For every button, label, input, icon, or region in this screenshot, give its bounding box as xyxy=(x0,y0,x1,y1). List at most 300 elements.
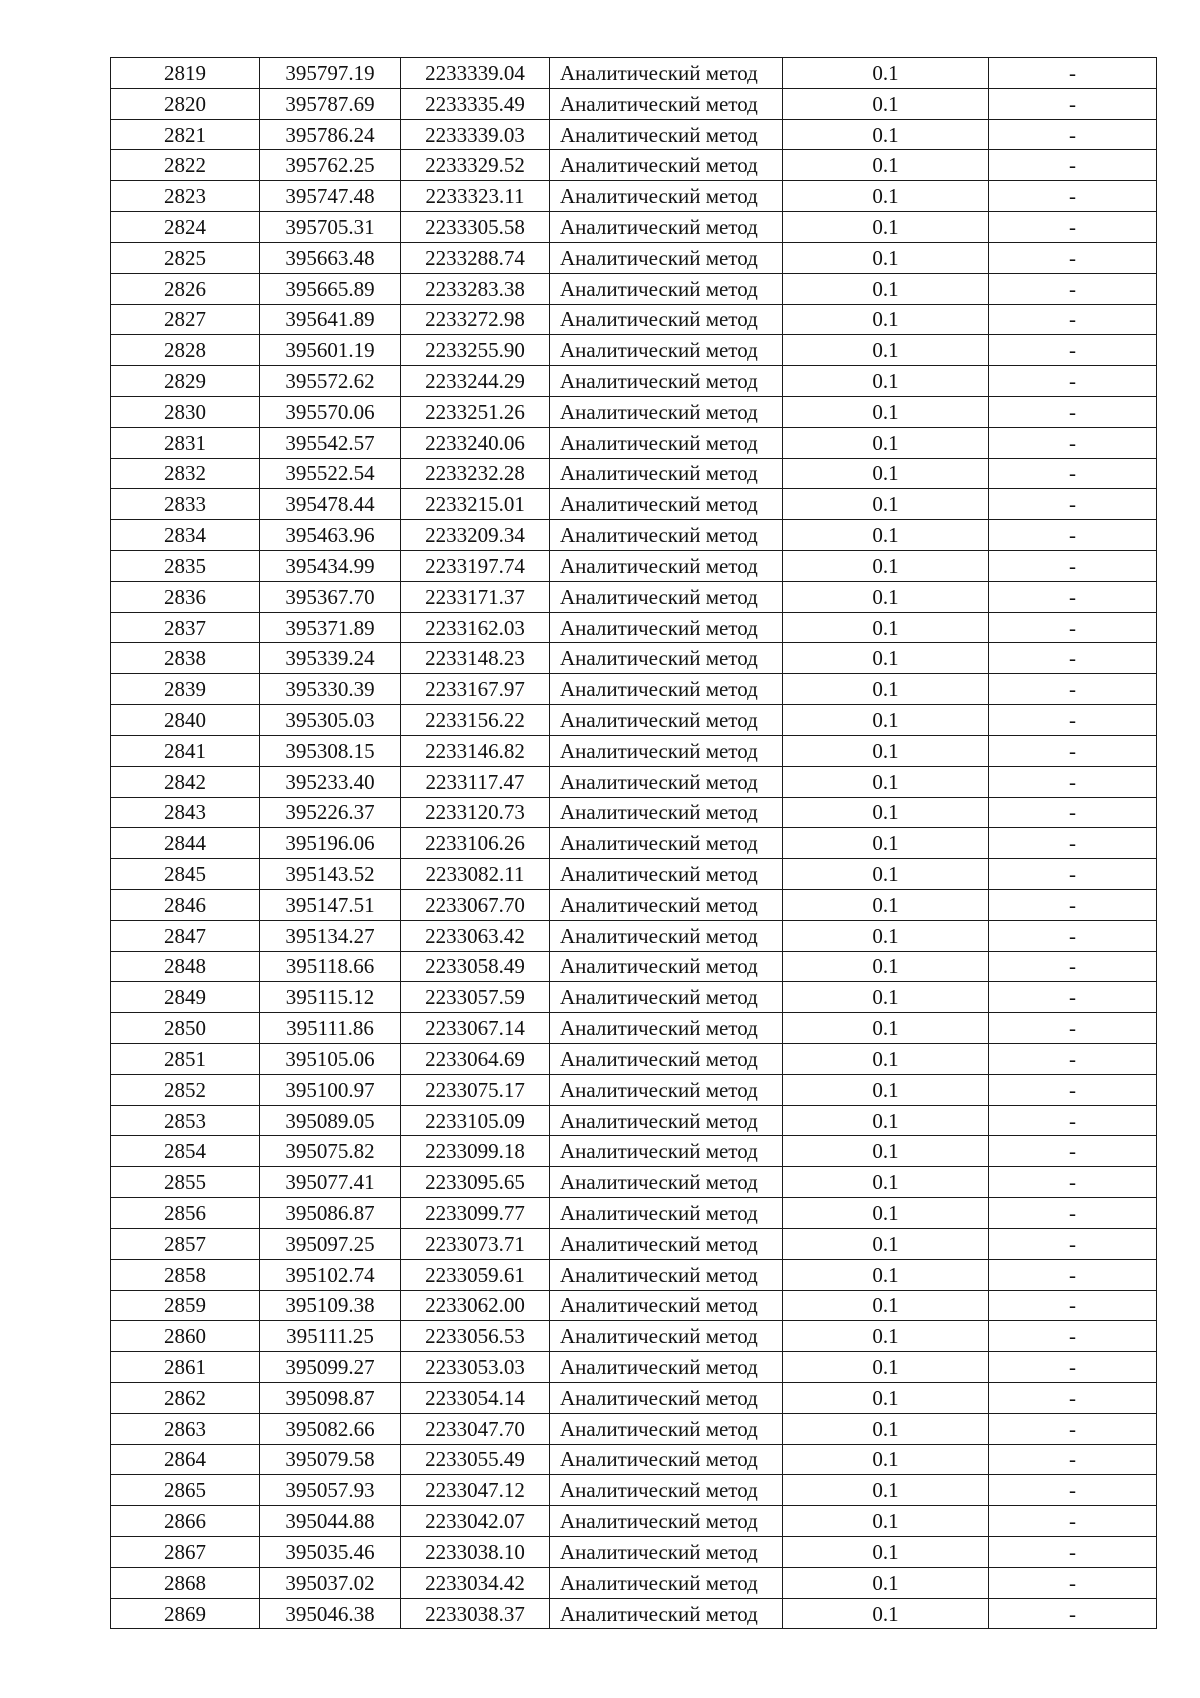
method-cell: Аналитический метод xyxy=(550,1567,783,1598)
note-cell: - xyxy=(989,1506,1157,1537)
y-coordinate-cell: 2233171.37 xyxy=(401,581,550,612)
x-coordinate-cell: 395118.66 xyxy=(260,951,401,982)
accuracy-cell: 0.1 xyxy=(783,427,989,458)
point-number-cell: 2835 xyxy=(111,551,260,582)
table-row xyxy=(111,396,1157,427)
x-coordinate-cell: 395097.25 xyxy=(260,1228,401,1259)
note-cell: - xyxy=(989,581,1157,612)
accuracy-cell: 0.1 xyxy=(783,88,989,119)
accuracy-cell: 0.1 xyxy=(783,643,989,674)
point-number-cell: 2851 xyxy=(111,1044,260,1075)
point-number-cell: 2867 xyxy=(111,1537,260,1568)
method-cell: Аналитический метод xyxy=(550,1321,783,1352)
y-coordinate-cell: 2233063.42 xyxy=(401,920,550,951)
y-coordinate-cell: 2233047.70 xyxy=(401,1413,550,1444)
y-coordinate-cell: 2233059.61 xyxy=(401,1259,550,1290)
method-cell: Аналитический метод xyxy=(550,705,783,736)
point-number-cell: 2834 xyxy=(111,520,260,551)
accuracy-cell: 0.1 xyxy=(783,1228,989,1259)
x-coordinate-cell: 395786.24 xyxy=(260,119,401,150)
method-cell: Аналитический метод xyxy=(550,242,783,273)
note-cell: - xyxy=(989,181,1157,212)
x-coordinate-cell: 395601.19 xyxy=(260,335,401,366)
method-cell: Аналитический метод xyxy=(550,581,783,612)
point-number-cell: 2841 xyxy=(111,735,260,766)
x-coordinate-cell: 395371.89 xyxy=(260,612,401,643)
method-cell: Аналитический метод xyxy=(550,88,783,119)
accuracy-cell: 0.1 xyxy=(783,1013,989,1044)
accuracy-cell: 0.1 xyxy=(783,181,989,212)
method-cell: Аналитический метод xyxy=(550,951,783,982)
accuracy-cell: 0.1 xyxy=(783,1044,989,1075)
y-coordinate-cell: 2233117.47 xyxy=(401,766,550,797)
x-coordinate-cell: 395035.46 xyxy=(260,1537,401,1568)
note-cell: - xyxy=(989,520,1157,551)
method-cell: Аналитический метод xyxy=(550,273,783,304)
table-row xyxy=(111,1444,1157,1475)
x-coordinate-cell: 395111.25 xyxy=(260,1321,401,1352)
accuracy-cell: 0.1 xyxy=(783,458,989,489)
table-row xyxy=(111,273,1157,304)
point-number-cell: 2846 xyxy=(111,889,260,920)
table-row xyxy=(111,920,1157,951)
point-number-cell: 2836 xyxy=(111,581,260,612)
point-number-cell: 2832 xyxy=(111,458,260,489)
method-cell: Аналитический метод xyxy=(550,1537,783,1568)
method-cell: Аналитический метод xyxy=(550,212,783,243)
method-cell: Аналитический метод xyxy=(550,1105,783,1136)
table-row xyxy=(111,1413,1157,1444)
accuracy-cell: 0.1 xyxy=(783,366,989,397)
x-coordinate-cell: 395434.99 xyxy=(260,551,401,582)
y-coordinate-cell: 2233232.28 xyxy=(401,458,550,489)
accuracy-cell: 0.1 xyxy=(783,1506,989,1537)
x-coordinate-cell: 395075.82 xyxy=(260,1136,401,1167)
x-coordinate-cell: 395134.27 xyxy=(260,920,401,951)
table-row xyxy=(111,951,1157,982)
table-row xyxy=(111,859,1157,890)
x-coordinate-cell: 395147.51 xyxy=(260,889,401,920)
note-cell: - xyxy=(989,489,1157,520)
point-number-cell: 2821 xyxy=(111,119,260,150)
point-number-cell: 2859 xyxy=(111,1290,260,1321)
y-coordinate-cell: 2233240.06 xyxy=(401,427,550,458)
accuracy-cell: 0.1 xyxy=(783,119,989,150)
method-cell: Аналитический метод xyxy=(550,335,783,366)
point-number-cell: 2838 xyxy=(111,643,260,674)
note-cell: - xyxy=(989,705,1157,736)
point-number-cell: 2822 xyxy=(111,150,260,181)
y-coordinate-cell: 2233339.03 xyxy=(401,119,550,150)
y-coordinate-cell: 2233095.65 xyxy=(401,1167,550,1198)
y-coordinate-cell: 2233148.23 xyxy=(401,643,550,674)
accuracy-cell: 0.1 xyxy=(783,304,989,335)
x-coordinate-cell: 395572.62 xyxy=(260,366,401,397)
x-coordinate-cell: 395105.06 xyxy=(260,1044,401,1075)
table-row xyxy=(111,150,1157,181)
point-number-cell: 2844 xyxy=(111,828,260,859)
point-number-cell: 2866 xyxy=(111,1506,260,1537)
y-coordinate-cell: 2233167.97 xyxy=(401,674,550,705)
point-number-cell: 2833 xyxy=(111,489,260,520)
accuracy-cell: 0.1 xyxy=(783,982,989,1013)
accuracy-cell: 0.1 xyxy=(783,273,989,304)
table-row xyxy=(111,1013,1157,1044)
accuracy-cell: 0.1 xyxy=(783,1167,989,1198)
method-cell: Аналитический метод xyxy=(550,643,783,674)
y-coordinate-cell: 2233162.03 xyxy=(401,612,550,643)
y-coordinate-cell: 2233156.22 xyxy=(401,705,550,736)
accuracy-cell: 0.1 xyxy=(783,520,989,551)
x-coordinate-cell: 395111.86 xyxy=(260,1013,401,1044)
table-row xyxy=(111,1537,1157,1568)
point-number-cell: 2842 xyxy=(111,766,260,797)
note-cell: - xyxy=(989,1105,1157,1136)
y-coordinate-cell: 2233209.34 xyxy=(401,520,550,551)
accuracy-cell: 0.1 xyxy=(783,242,989,273)
table-row xyxy=(111,119,1157,150)
accuracy-cell: 0.1 xyxy=(783,489,989,520)
table-row xyxy=(111,1105,1157,1136)
y-coordinate-cell: 2233082.11 xyxy=(401,859,550,890)
table-row xyxy=(111,551,1157,582)
y-coordinate-cell: 2233146.82 xyxy=(401,735,550,766)
table-row xyxy=(111,489,1157,520)
y-coordinate-cell: 2233054.14 xyxy=(401,1382,550,1413)
accuracy-cell: 0.1 xyxy=(783,1598,989,1629)
table-row xyxy=(111,1228,1157,1259)
note-cell: - xyxy=(989,119,1157,150)
y-coordinate-cell: 2233034.42 xyxy=(401,1567,550,1598)
point-number-cell: 2848 xyxy=(111,951,260,982)
method-cell: Аналитический метод xyxy=(550,766,783,797)
accuracy-cell: 0.1 xyxy=(783,859,989,890)
point-number-cell: 2869 xyxy=(111,1598,260,1629)
y-coordinate-cell: 2233106.26 xyxy=(401,828,550,859)
accuracy-cell: 0.1 xyxy=(783,212,989,243)
method-cell: Аналитический метод xyxy=(550,612,783,643)
x-coordinate-cell: 395102.74 xyxy=(260,1259,401,1290)
table-row xyxy=(111,366,1157,397)
method-cell: Аналитический метод xyxy=(550,304,783,335)
note-cell: - xyxy=(989,797,1157,828)
x-coordinate-cell: 395233.40 xyxy=(260,766,401,797)
table-row xyxy=(111,674,1157,705)
point-number-cell: 2864 xyxy=(111,1444,260,1475)
method-cell: Аналитический метод xyxy=(550,1074,783,1105)
point-number-cell: 2853 xyxy=(111,1105,260,1136)
point-number-cell: 2863 xyxy=(111,1413,260,1444)
note-cell: - xyxy=(989,335,1157,366)
coordinates-table xyxy=(110,57,1157,1629)
method-cell: Аналитический метод xyxy=(550,1198,783,1229)
note-cell: - xyxy=(989,1044,1157,1075)
y-coordinate-cell: 2233057.59 xyxy=(401,982,550,1013)
x-coordinate-cell: 395079.58 xyxy=(260,1444,401,1475)
accuracy-cell: 0.1 xyxy=(783,1475,989,1506)
accuracy-cell: 0.1 xyxy=(783,1352,989,1383)
x-coordinate-cell: 395109.38 xyxy=(260,1290,401,1321)
note-cell: - xyxy=(989,1290,1157,1321)
accuracy-cell: 0.1 xyxy=(783,1413,989,1444)
point-number-cell: 2825 xyxy=(111,242,260,273)
table-row xyxy=(111,212,1157,243)
y-coordinate-cell: 2233215.01 xyxy=(401,489,550,520)
y-coordinate-cell: 2233067.70 xyxy=(401,889,550,920)
accuracy-cell: 0.1 xyxy=(783,1074,989,1105)
x-coordinate-cell: 395086.87 xyxy=(260,1198,401,1229)
method-cell: Аналитический метод xyxy=(550,889,783,920)
note-cell: - xyxy=(989,273,1157,304)
x-coordinate-cell: 395641.89 xyxy=(260,304,401,335)
point-number-cell: 2824 xyxy=(111,212,260,243)
table-row xyxy=(111,242,1157,273)
x-coordinate-cell: 395089.05 xyxy=(260,1105,401,1136)
method-cell: Аналитический метод xyxy=(550,1352,783,1383)
y-coordinate-cell: 2233075.17 xyxy=(401,1074,550,1105)
note-cell: - xyxy=(989,643,1157,674)
note-cell: - xyxy=(989,674,1157,705)
x-coordinate-cell: 395705.31 xyxy=(260,212,401,243)
x-coordinate-cell: 395226.37 xyxy=(260,797,401,828)
accuracy-cell: 0.1 xyxy=(783,581,989,612)
accuracy-cell: 0.1 xyxy=(783,705,989,736)
table-row xyxy=(111,335,1157,366)
point-number-cell: 2820 xyxy=(111,88,260,119)
x-coordinate-cell: 395196.06 xyxy=(260,828,401,859)
accuracy-cell: 0.1 xyxy=(783,396,989,427)
point-number-cell: 2852 xyxy=(111,1074,260,1105)
point-number-cell: 2847 xyxy=(111,920,260,951)
accuracy-cell: 0.1 xyxy=(783,1198,989,1229)
note-cell: - xyxy=(989,889,1157,920)
accuracy-cell: 0.1 xyxy=(783,828,989,859)
note-cell: - xyxy=(989,1537,1157,1568)
method-cell: Аналитический метод xyxy=(550,366,783,397)
x-coordinate-cell: 395046.38 xyxy=(260,1598,401,1629)
note-cell: - xyxy=(989,859,1157,890)
accuracy-cell: 0.1 xyxy=(783,1382,989,1413)
y-coordinate-cell: 2233105.09 xyxy=(401,1105,550,1136)
table-row xyxy=(111,88,1157,119)
y-coordinate-cell: 2233038.10 xyxy=(401,1537,550,1568)
y-coordinate-cell: 2233099.77 xyxy=(401,1198,550,1229)
note-cell: - xyxy=(989,366,1157,397)
x-coordinate-cell: 395522.54 xyxy=(260,458,401,489)
table-row xyxy=(111,1567,1157,1598)
method-cell: Аналитический метод xyxy=(550,828,783,859)
table-row xyxy=(111,643,1157,674)
note-cell: - xyxy=(989,551,1157,582)
x-coordinate-cell: 395082.66 xyxy=(260,1413,401,1444)
x-coordinate-cell: 395037.02 xyxy=(260,1567,401,1598)
x-coordinate-cell: 395098.87 xyxy=(260,1382,401,1413)
y-coordinate-cell: 2233244.29 xyxy=(401,366,550,397)
coordinates-table-body xyxy=(111,58,1157,1629)
accuracy-cell: 0.1 xyxy=(783,551,989,582)
method-cell: Аналитический метод xyxy=(550,1598,783,1629)
y-coordinate-cell: 2233062.00 xyxy=(401,1290,550,1321)
method-cell: Аналитический метод xyxy=(550,1136,783,1167)
note-cell: - xyxy=(989,212,1157,243)
table-row xyxy=(111,458,1157,489)
method-cell: Аналитический метод xyxy=(550,982,783,1013)
y-coordinate-cell: 2233058.49 xyxy=(401,951,550,982)
x-coordinate-cell: 395570.06 xyxy=(260,396,401,427)
note-cell: - xyxy=(989,1413,1157,1444)
table-row xyxy=(111,828,1157,859)
table-row xyxy=(111,181,1157,212)
method-cell: Аналитический метод xyxy=(550,735,783,766)
x-coordinate-cell: 395057.93 xyxy=(260,1475,401,1506)
method-cell: Аналитический метод xyxy=(550,1013,783,1044)
note-cell: - xyxy=(989,242,1157,273)
note-cell: - xyxy=(989,766,1157,797)
y-coordinate-cell: 2233339.04 xyxy=(401,58,550,89)
method-cell: Аналитический метод xyxy=(550,1259,783,1290)
accuracy-cell: 0.1 xyxy=(783,335,989,366)
method-cell: Аналитический метод xyxy=(550,1413,783,1444)
point-number-cell: 2865 xyxy=(111,1475,260,1506)
note-cell: - xyxy=(989,1321,1157,1352)
accuracy-cell: 0.1 xyxy=(783,797,989,828)
method-cell: Аналитический метод xyxy=(550,1167,783,1198)
method-cell: Аналитический метод xyxy=(550,920,783,951)
x-coordinate-cell: 395330.39 xyxy=(260,674,401,705)
table-row xyxy=(111,982,1157,1013)
y-coordinate-cell: 2233335.49 xyxy=(401,88,550,119)
method-cell: Аналитический метод xyxy=(550,181,783,212)
y-coordinate-cell: 2233305.58 xyxy=(401,212,550,243)
method-cell: Аналитический метод xyxy=(550,551,783,582)
note-cell: - xyxy=(989,1136,1157,1167)
accuracy-cell: 0.1 xyxy=(783,766,989,797)
point-number-cell: 2837 xyxy=(111,612,260,643)
x-coordinate-cell: 395663.48 xyxy=(260,242,401,273)
y-coordinate-cell: 2233064.69 xyxy=(401,1044,550,1075)
point-number-cell: 2861 xyxy=(111,1352,260,1383)
accuracy-cell: 0.1 xyxy=(783,889,989,920)
x-coordinate-cell: 395044.88 xyxy=(260,1506,401,1537)
note-cell: - xyxy=(989,427,1157,458)
accuracy-cell: 0.1 xyxy=(783,1321,989,1352)
method-cell: Аналитический метод xyxy=(550,797,783,828)
method-cell: Аналитический метод xyxy=(550,1228,783,1259)
table-row xyxy=(111,735,1157,766)
y-coordinate-cell: 2233053.03 xyxy=(401,1352,550,1383)
point-number-cell: 2819 xyxy=(111,58,260,89)
y-coordinate-cell: 2233283.38 xyxy=(401,273,550,304)
table-row xyxy=(111,797,1157,828)
accuracy-cell: 0.1 xyxy=(783,58,989,89)
note-cell: - xyxy=(989,1074,1157,1105)
x-coordinate-cell: 395463.96 xyxy=(260,520,401,551)
method-cell: Аналитический метод xyxy=(550,119,783,150)
table-row xyxy=(111,1074,1157,1105)
method-cell: Аналитический метод xyxy=(550,1506,783,1537)
table-row xyxy=(111,612,1157,643)
note-cell: - xyxy=(989,396,1157,427)
note-cell: - xyxy=(989,1444,1157,1475)
x-coordinate-cell: 395143.52 xyxy=(260,859,401,890)
accuracy-cell: 0.1 xyxy=(783,1567,989,1598)
accuracy-cell: 0.1 xyxy=(783,951,989,982)
note-cell: - xyxy=(989,1382,1157,1413)
x-coordinate-cell: 395747.48 xyxy=(260,181,401,212)
method-cell: Аналитический метод xyxy=(550,150,783,181)
point-number-cell: 2854 xyxy=(111,1136,260,1167)
table-row xyxy=(111,889,1157,920)
point-number-cell: 2843 xyxy=(111,797,260,828)
point-number-cell: 2831 xyxy=(111,427,260,458)
table-row xyxy=(111,1352,1157,1383)
x-coordinate-cell: 395308.15 xyxy=(260,735,401,766)
table-row xyxy=(111,520,1157,551)
note-cell: - xyxy=(989,1228,1157,1259)
point-number-cell: 2845 xyxy=(111,859,260,890)
table-row xyxy=(111,1259,1157,1290)
accuracy-cell: 0.1 xyxy=(783,1105,989,1136)
y-coordinate-cell: 2233067.14 xyxy=(401,1013,550,1044)
x-coordinate-cell: 395305.03 xyxy=(260,705,401,736)
accuracy-cell: 0.1 xyxy=(783,1444,989,1475)
method-cell: Аналитический метод xyxy=(550,674,783,705)
y-coordinate-cell: 2233288.74 xyxy=(401,242,550,273)
x-coordinate-cell: 395100.97 xyxy=(260,1074,401,1105)
table-row xyxy=(111,766,1157,797)
note-cell: - xyxy=(989,982,1157,1013)
method-cell: Аналитический метод xyxy=(550,489,783,520)
point-number-cell: 2829 xyxy=(111,366,260,397)
table-row xyxy=(111,1290,1157,1321)
table-row xyxy=(111,1475,1157,1506)
note-cell: - xyxy=(989,88,1157,119)
x-coordinate-cell: 395665.89 xyxy=(260,273,401,304)
x-coordinate-cell: 395115.12 xyxy=(260,982,401,1013)
note-cell: - xyxy=(989,1259,1157,1290)
point-number-cell: 2868 xyxy=(111,1567,260,1598)
accuracy-cell: 0.1 xyxy=(783,1136,989,1167)
table-row xyxy=(111,1321,1157,1352)
note-cell: - xyxy=(989,1198,1157,1229)
note-cell: - xyxy=(989,1475,1157,1506)
note-cell: - xyxy=(989,304,1157,335)
point-number-cell: 2828 xyxy=(111,335,260,366)
point-number-cell: 2850 xyxy=(111,1013,260,1044)
accuracy-cell: 0.1 xyxy=(783,1537,989,1568)
point-number-cell: 2858 xyxy=(111,1259,260,1290)
accuracy-cell: 0.1 xyxy=(783,674,989,705)
method-cell: Аналитический метод xyxy=(550,1382,783,1413)
x-coordinate-cell: 395478.44 xyxy=(260,489,401,520)
point-number-cell: 2826 xyxy=(111,273,260,304)
y-coordinate-cell: 2233255.90 xyxy=(401,335,550,366)
table-row xyxy=(111,1598,1157,1629)
y-coordinate-cell: 2233055.49 xyxy=(401,1444,550,1475)
note-cell: - xyxy=(989,1013,1157,1044)
note-cell: - xyxy=(989,828,1157,859)
point-number-cell: 2857 xyxy=(111,1228,260,1259)
note-cell: - xyxy=(989,58,1157,89)
y-coordinate-cell: 2233042.07 xyxy=(401,1506,550,1537)
table-row xyxy=(111,705,1157,736)
point-number-cell: 2830 xyxy=(111,396,260,427)
x-coordinate-cell: 395099.27 xyxy=(260,1352,401,1383)
method-cell: Аналитический метод xyxy=(550,520,783,551)
x-coordinate-cell: 395762.25 xyxy=(260,150,401,181)
note-cell: - xyxy=(989,1352,1157,1383)
point-number-cell: 2860 xyxy=(111,1321,260,1352)
